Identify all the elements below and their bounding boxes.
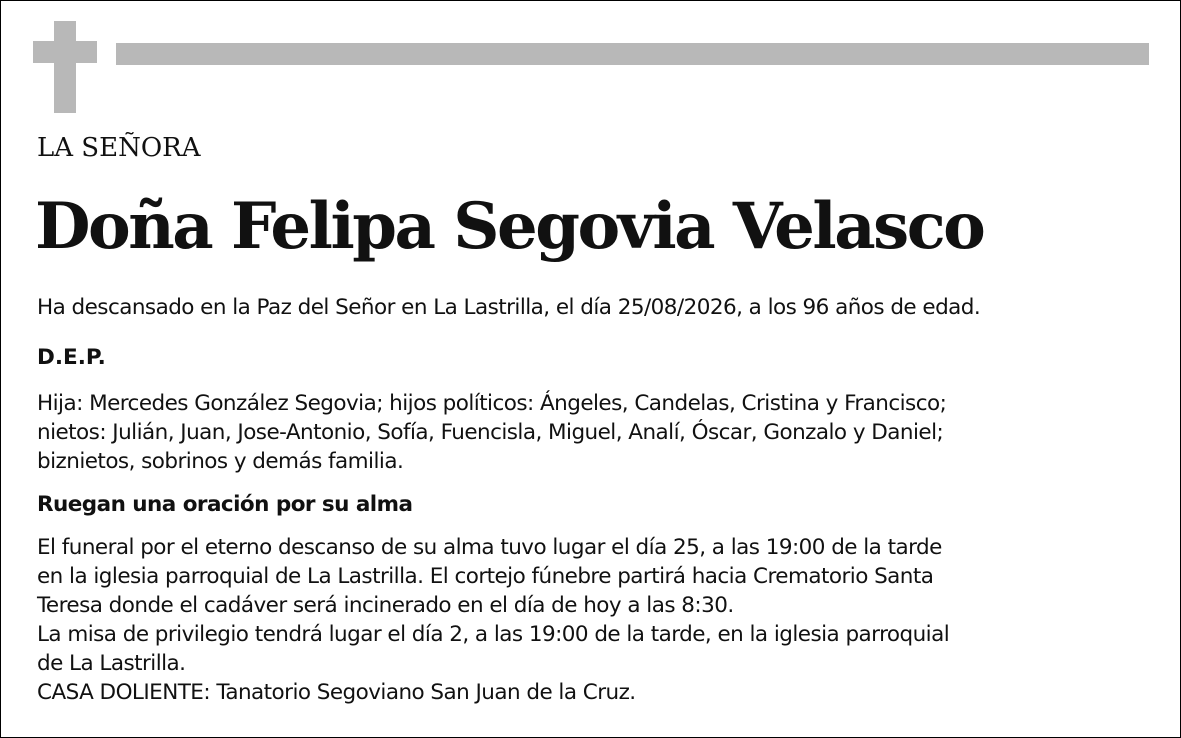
cross-icon [33, 21, 97, 113]
deceased-name: Doña Felipa Segovia Velasco [35, 189, 984, 264]
funeral-paragraph [37, 533, 949, 707]
funeral-line: Teresa donde el cadáver será incinerado en el día de hoy a las 8:30. [37, 593, 734, 618]
family-line: Hija: Mercedes González Segovia; hijos políticos: Ángeles, Candelas, Cristina y Francisco; [37, 391, 947, 416]
family-line: nietos: Julián, Juan, Jose-Antonio, Sofía, Fuencisla, Miguel, Analí, Óscar, Gonzalo y Daniel; [37, 420, 944, 445]
cross-vertical-bar [54, 21, 76, 113]
title-prefix: LA SEÑORA [37, 133, 201, 163]
header-divider-bar [116, 43, 1149, 65]
cross-horizontal-bar [33, 41, 97, 63]
dep-label: D.E.P. [37, 345, 106, 370]
funeral-line: La misa de privilegio tendrá lugar el día 2, a las 19:00 de la tarde, en la iglesia parroquial [37, 622, 950, 647]
funeral-line: CASA DOLIENTE: Tanatorio Segoviano San Juan de la Cruz. [37, 680, 636, 705]
family-line: biznietos, sobrinos y demás familia. [37, 449, 404, 474]
funeral-line: El funeral por el eterno descanso de su alma tuvo lugar el día 25, a las 19:00 de la tarde [37, 535, 942, 560]
death-notice: Ha descansado en la Paz del Señor en La Lastrilla, el día 25/08/2026, a los 96 años de edad. [37, 295, 981, 320]
family-paragraph [37, 389, 946, 476]
prayer-request: Ruegan una oración por su alma [37, 492, 413, 517]
funeral-line: de La Lastrilla. [37, 651, 186, 676]
funeral-line: en la iglesia parroquial de La Lastrilla. El cortejo fúnebre partirá hacia Crematorio Santa [37, 564, 934, 589]
